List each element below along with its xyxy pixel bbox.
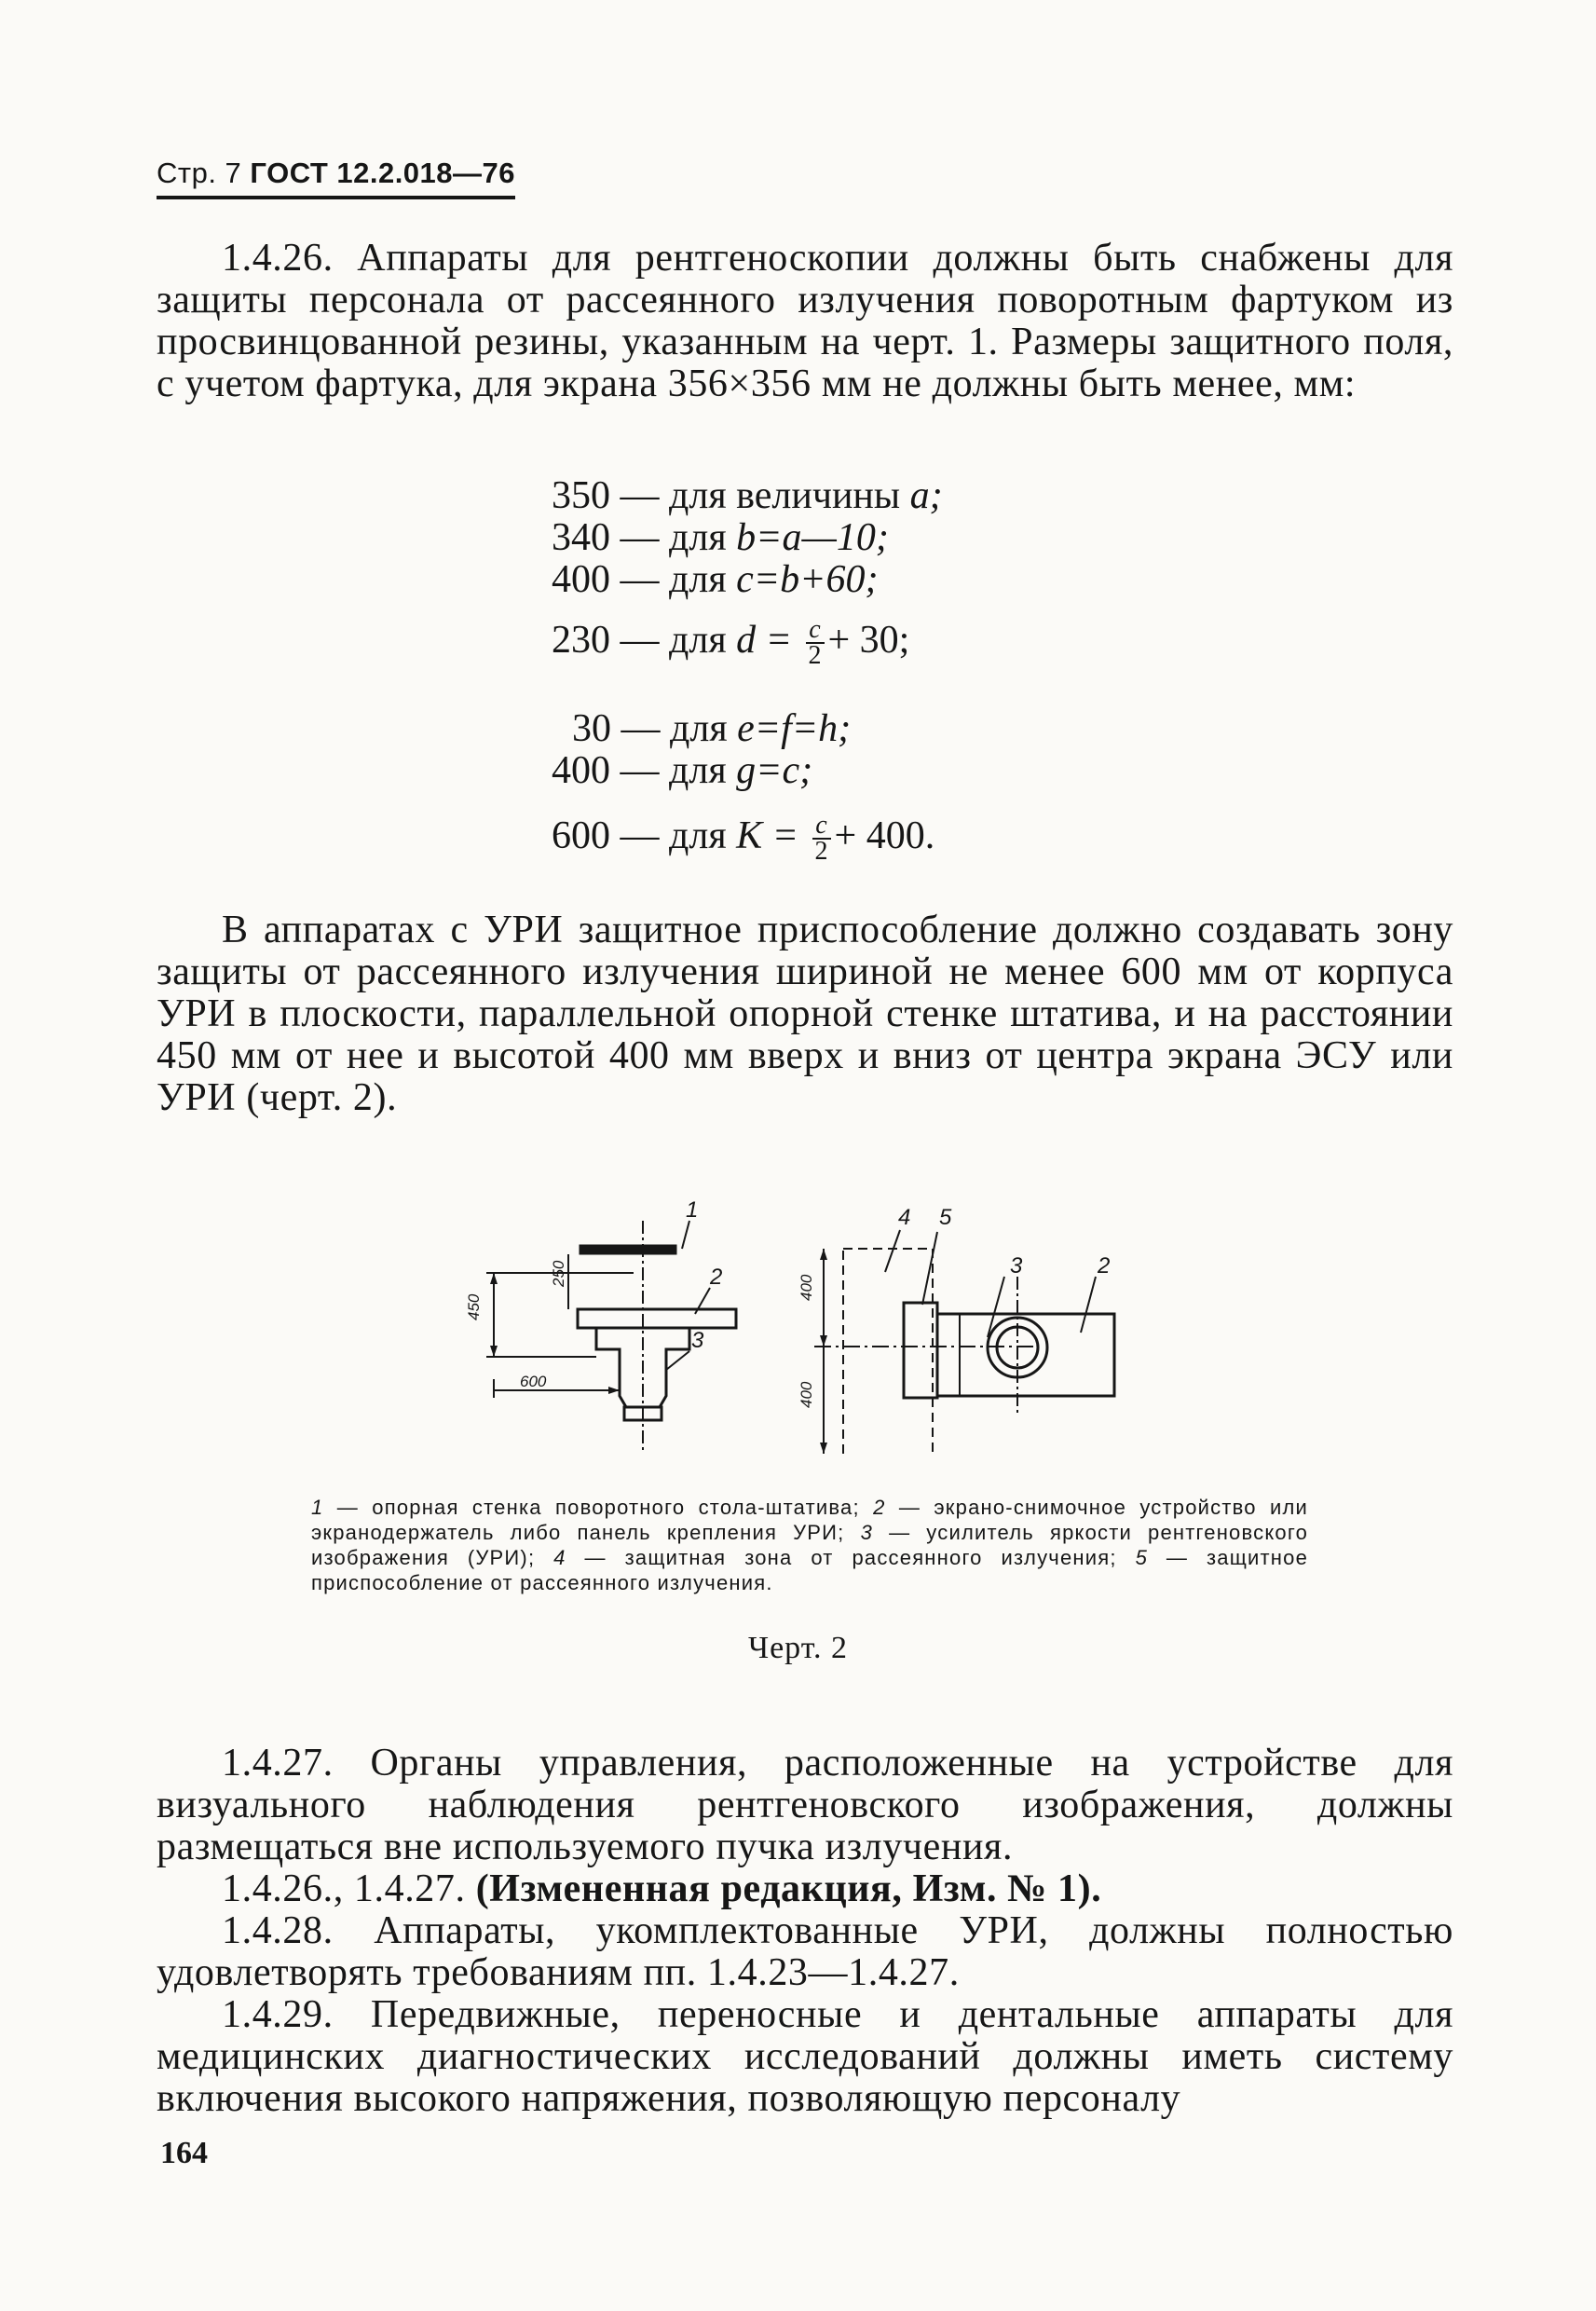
figure-2-drawing <box>466 1183 1174 1458</box>
protection-zone <box>843 1249 933 1454</box>
section-1-4-26 <box>157 238 1453 405</box>
figure-caption: 1 — опорная стенка поворотного стола-штатива; 2 — экрано-снимочное устройство или экранодержатель либо панель крепления УРИ; 3 — усилитель яркости рентгеновского изображения (УРИ); 4 — защитная зона от рассеянного излучения; 5 — защитное приспособление от рассеянного излучения. <box>311 1496 1309 1594</box>
formula-a: 350 — для величины a; <box>552 474 943 517</box>
section-1-4-26-text: 1.4.26. Аппараты для рентгеноскопии должны быть снабжены для защиты персонала от рассеянного излучения поворотным фартуком из просвинцованной резины, указанным на черт. 1. Размеры защитного поля, с учетом фартука, для экрана 356×356 мм не должны быть менее, мм: <box>157 237 1453 405</box>
paragraph-uri <box>157 909 1453 1119</box>
page-label: Стр. 7 <box>157 157 242 189</box>
label-5: 5 <box>939 1205 952 1230</box>
label-4: 4 <box>898 1205 911 1230</box>
screen-device <box>578 1309 736 1328</box>
formula-g: 400 — для g=c; <box>552 749 813 792</box>
page-number: 164 <box>160 2136 208 2170</box>
dim-400-top-label: 400 <box>798 1274 815 1301</box>
formula-b: 340 — для b=a—10; <box>552 516 889 559</box>
dim-250-label: 250 <box>550 1260 567 1287</box>
label-1: 1 <box>686 1197 699 1223</box>
dim-450-label: 450 <box>466 1293 483 1320</box>
support-wall-part <box>580 1245 676 1254</box>
formula-c: 400 — для c=b+60; <box>552 558 879 601</box>
standard-code: ГОСТ 12.2.018—76 <box>250 157 516 189</box>
fraction-c-over-2: $\frac{c}{2}$ <box>812 814 831 864</box>
screen-body <box>937 1314 1114 1396</box>
dim-600-label: 600 <box>520 1373 547 1390</box>
fraction-c-over-2: $\frac{c}{2}$ <box>806 618 825 668</box>
label-2-left: 2 <box>710 1265 723 1290</box>
running-header <box>157 157 515 199</box>
figure-2-svg <box>466 1183 1174 1454</box>
dim-400-bottom-label: 400 <box>798 1381 815 1408</box>
formula-e: 30 — для e=f=h; <box>572 707 852 750</box>
label-2-right: 2 <box>1098 1253 1111 1279</box>
figure-title: Черт. 2 <box>747 1631 849 1665</box>
formula-d: 230 — для d = $\frac{c}{2}$ + 30; <box>552 615 910 671</box>
label-3-left: 3 <box>691 1328 704 1353</box>
section-1-4-28-text: 1.4.28. Аппараты, укомплектованные УРИ, должны полностью удовлетворять требованиям пп. 1.4.23—1.4.27. <box>157 1909 1453 1994</box>
formula-k: 600 — для K = $\frac{c}{2}$ + 400. <box>552 811 935 867</box>
section-1-4-27-text: 1.4.27. Органы управления, расположенные на устройстве для визуального наблюдения рентгеновского изображения, должны размещаться вне используемого пучка излучения. <box>157 1742 1453 1868</box>
amendment-note: 1.4.26., 1.4.27. (Измененная редакция, Изм. № 1). <box>222 1867 1102 1910</box>
paragraph-uri-text: В аппаратах с УРИ защитное приспособление должно создавать зону защиты от рассеянного излучения шириной не менее 600 мм от корпуса УРИ в плоскости, параллельной опорной стенке штатива, и на расстоянии 450 мм от нее и высотой 400 мм вверх и вниз от центра экрана ЭСУ или УРИ (черт. 2). <box>157 909 1453 1119</box>
label-3-right: 3 <box>1010 1253 1023 1279</box>
section-1-4-27 <box>157 1743 1453 2120</box>
section-1-4-29-text: 1.4.29. Передвижные, переносные и дентальные аппараты для медицинских диагностических исследований должны иметь систему включения высокого напряжения, позволяющую персоналу <box>157 1993 1453 2120</box>
